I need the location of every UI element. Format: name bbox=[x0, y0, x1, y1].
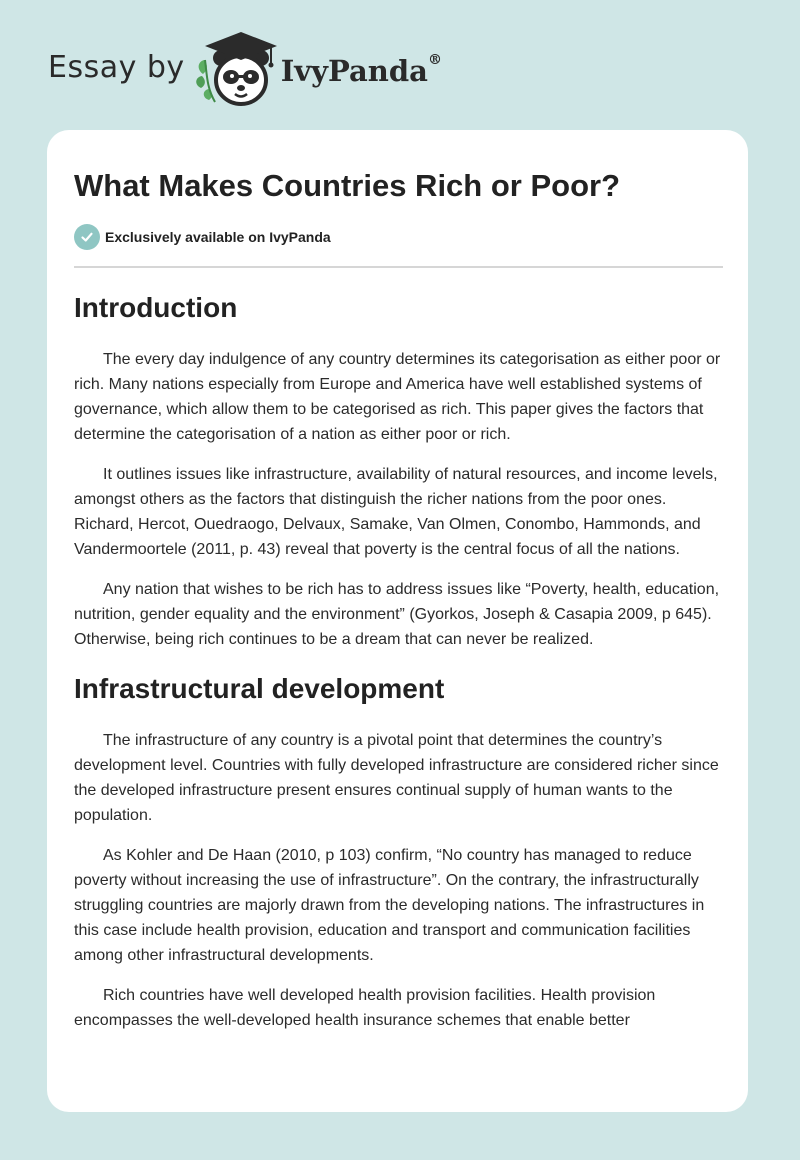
site-header bbox=[48, 30, 442, 110]
essay-by-label: Essay by bbox=[48, 49, 185, 85]
paragraph: Rich countries have well developed health provision facilities. Health provision encompasses the well-developed health insurance schemes that enable better bbox=[74, 987, 656, 1029]
paragraph: The every day indulgence of any country determines its categorisation as either poor or rich. Many nations especially from Europe and America have well established systems of governance, which allow them to be categorised as rich. This paper gives the factors that determine the categorisation of a nation as either poor or rich. bbox=[74, 351, 721, 443]
exclusive-badge-label: Exclusively available on IvyPanda bbox=[105, 229, 331, 245]
paragraph: The infrastructure of any country is a pivotal point that determines the country’s development level. Countries with fully developed infrastructure are considered richer since the developed infrastructure present ensures continual supply of human wants to the population. bbox=[74, 732, 719, 824]
section-heading-introduction: Introduction bbox=[74, 292, 238, 323]
check-icon bbox=[74, 224, 100, 250]
paragraph: As Kohler and De Haan (2010, p 103) confirm, “No country has managed to reduce poverty without increasing the use of infrastructure”. On the contrary, the infrastructurally struggling countries are majorly drawn from the developing nations. The infrastructures in this case include health provision, education and transport and communication facilities among other infrastructural developments. bbox=[74, 847, 705, 964]
panda-logo-icon bbox=[195, 30, 279, 110]
page-title: What Makes Countries Rich or Poor? bbox=[74, 168, 621, 203]
paragraph: Any nation that wishes to be rich has to address issues like “Poverty, health, education, nutrition, gender equality and the environment” (Gyorkos, Joseph & Casapia 2009, p 645). Otherwise, being rich continues to be a dream that can never be realized. bbox=[74, 581, 720, 648]
exclusive-badge bbox=[74, 224, 724, 250]
registered-mark: ® bbox=[427, 52, 442, 68]
divider bbox=[74, 266, 723, 268]
essay-card bbox=[47, 130, 748, 1112]
paragraph: It outlines issues like infrastructure, availability of natural resources, and income levels, amongst others as the factors that distinguish the richer nations from the poor ones. Richard, Hercot, Ouedraogo, Delvaux, Samake, Van Olmen, Conombo, Hammonds, and Vandermoortele (2011, p. 43) reveal that poverty is the central focus of all the nations. bbox=[74, 466, 718, 558]
brand-name: IvyPanda® bbox=[280, 52, 442, 88]
essay-content bbox=[74, 130, 724, 1033]
section-heading-infrastructural-development: Infrastructural development bbox=[74, 673, 445, 704]
